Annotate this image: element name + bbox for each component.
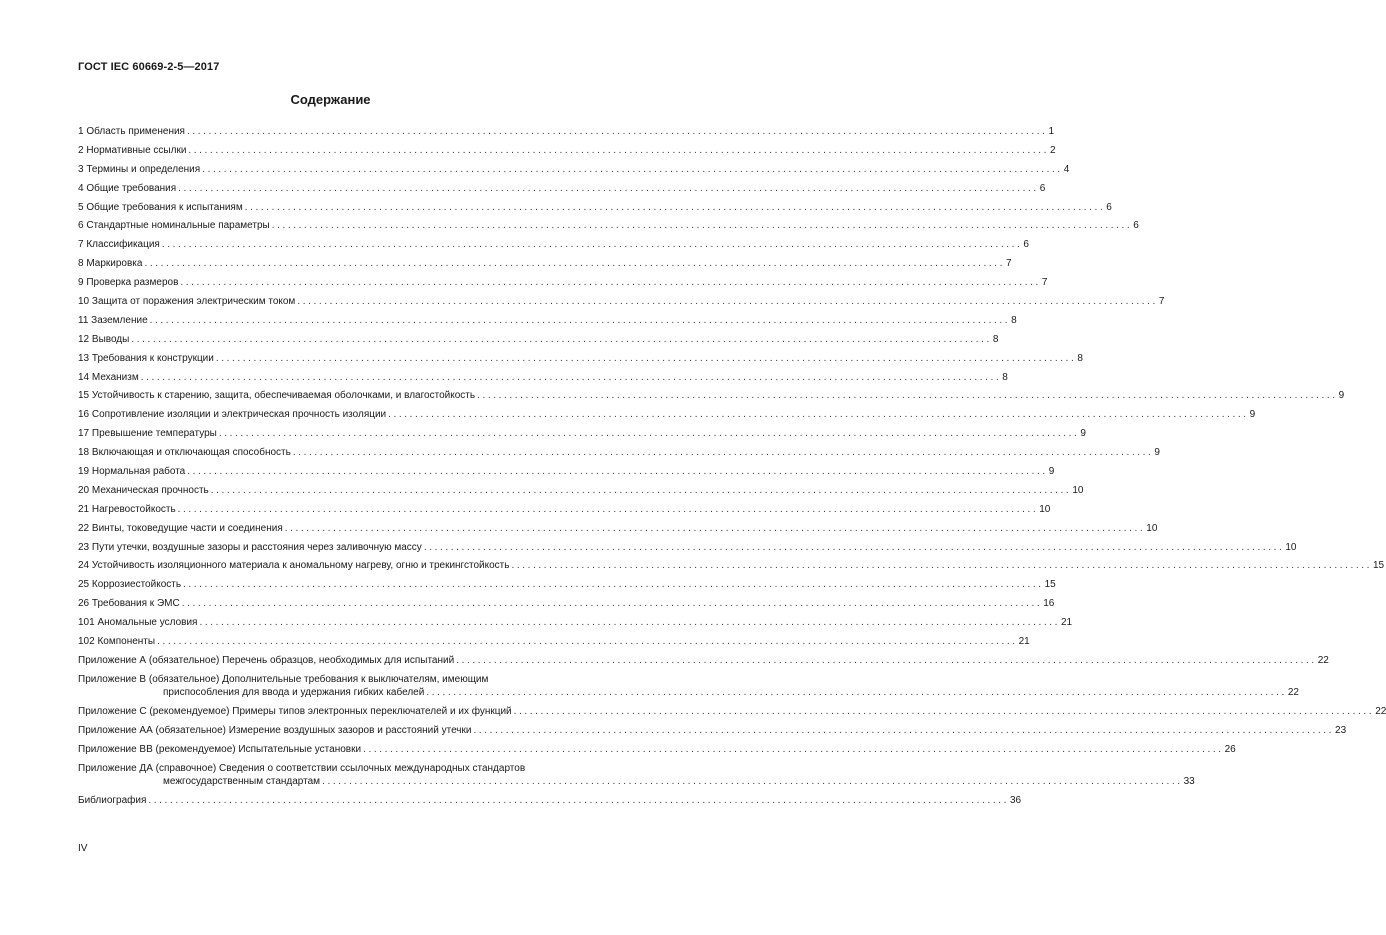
- toc-leader-dots: ................................................................................................................................................................: [180, 277, 1041, 289]
- toc-entry-label: 8 Маркировка: [78, 258, 143, 270]
- toc-entry-page: 10: [1146, 522, 1158, 534]
- toc-leader-dots: ................................................................................................................................................................: [292, 447, 1154, 459]
- toc-entry[interactable]: [78, 578, 1056, 597]
- toc-entry-label: 9 Проверка размеров: [78, 277, 179, 289]
- toc-entry-label: 1 Область применения: [78, 126, 185, 137]
- toc-leader-dots: ................................................................................................................................................................: [187, 466, 1048, 478]
- document-code: ГОСТ IEC 60669-2-5—2017: [78, 61, 220, 73]
- toc-entry-page: 33: [1183, 775, 1195, 787]
- toc-entry-continuation: приспособления для ввода и удержания гибких кабелей: [163, 686, 425, 698]
- toc-entry-page: 6: [1133, 220, 1139, 232]
- toc-entry-label: 24 Устойчивость изоляционного материала к аномальному нагреву, огню и трекингстойкость: [78, 560, 510, 572]
- toc-leader-dots: ................................................................................................................................................................: [186, 126, 1048, 137]
- page-number: IV: [78, 843, 88, 854]
- toc-leader-dots: ................................................................................................................................................................: [477, 390, 1338, 402]
- toc-entry[interactable]: [78, 125, 1055, 144]
- toc-entry-page: 8: [1002, 371, 1008, 383]
- toc-leader-dots: ................................................................................................................................................................: [388, 409, 1249, 421]
- toc-entry-label: Приложение АА (обязательное) Измерение воздушных зазоров и расстояний утечки: [78, 724, 472, 736]
- toc-entry[interactable]: [78, 522, 1158, 541]
- toc-entry[interactable]: [78, 219, 1139, 238]
- toc-entry[interactable]: [78, 371, 1008, 390]
- toc-leader-dots: ................................................................................................................................................................: [131, 333, 992, 345]
- toc-leader-dots: ................................................................................................................................................................: [218, 428, 1080, 440]
- toc-entry-label: 101 Аномальные условия: [78, 617, 198, 629]
- toc-entry-page: 9: [1048, 466, 1055, 478]
- toc-title: Содержание: [290, 92, 371, 107]
- toc-entry[interactable]: [78, 794, 1022, 813]
- toc-entry[interactable]: [78, 503, 1051, 522]
- toc-entry-label: 5 Общие требования к испытаниям: [78, 201, 243, 213]
- toc-entry-page: 22: [1287, 686, 1299, 698]
- toc-entry-label: 22 Винты, токоведущие части и соединения: [78, 522, 283, 534]
- toc-entry-label: 19 Нормальная работа: [78, 466, 186, 478]
- toc-entry[interactable]: [78, 314, 1017, 333]
- toc-entry-page: 7: [1006, 258, 1012, 270]
- toc-leader-dots: ................................................................................................................................................................: [423, 541, 1285, 553]
- toc-leader-dots: ................................................................................................................................................................: [244, 201, 1106, 213]
- toc-entry-label: 14 Механизм: [78, 371, 139, 383]
- toc-entry-label: 23 Пути утечки, воздушные зазоры и расстояния через заливочную массу: [78, 541, 422, 553]
- toc-entry-page: 6: [1039, 182, 1046, 194]
- toc-entry-page: 7: [1041, 277, 1048, 289]
- toc-entry-label: 10 Защита от поражения электрическим током: [78, 296, 296, 308]
- toc-entry-label: Библиография: [78, 794, 147, 806]
- toc-leader-dots: ................................................................................................................................................................: [511, 560, 1372, 572]
- toc-entry[interactable]: [78, 427, 1086, 446]
- toc-entry-label: 6 Стандартные номинальные параметры: [78, 220, 270, 232]
- toc-leader-dots: ................................................................................................................................................................: [426, 686, 1287, 698]
- toc-entry-page: 2: [1049, 144, 1056, 156]
- toc-entry[interactable]: [78, 654, 1329, 673]
- toc-entry[interactable]: [78, 446, 1160, 465]
- toc-entry-page: 36: [1009, 794, 1022, 806]
- toc-entry-label: Приложение ВВ (рекомендуемое) Испытательные установки: [78, 743, 362, 755]
- toc-entry-label: 26 Требования к ЭМС: [78, 598, 180, 610]
- toc-leader-dots: ................................................................................................................................................................: [178, 182, 1039, 194]
- table-of-contents: [78, 125, 1386, 812]
- toc-leader-dots: ................................................................................................................................................................: [473, 724, 1335, 736]
- toc-entry-label: 18 Включающая и отключающая способность: [78, 447, 291, 459]
- toc-leader-dots: ................................................................................................................................................................: [181, 598, 1043, 610]
- toc-leader-dots: ................................................................................................................................................................: [456, 654, 1317, 666]
- toc-leader-dots: ................................................................................................................................................................: [513, 705, 1375, 717]
- toc-entry[interactable]: [78, 257, 1012, 276]
- toc-entry-label: 4 Общие требования: [78, 182, 177, 194]
- toc-leader-dots: ................................................................................................................................................................: [177, 503, 1039, 515]
- toc-entry-label: Приложение В (обязательное) Дополнительные требования к выключателям, имеющим: [78, 673, 489, 685]
- toc-entry[interactable]: [78, 276, 1048, 295]
- toc-entry-page: 23: [1335, 724, 1347, 736]
- toc-entry-page: 6: [1106, 201, 1112, 213]
- toc-entry[interactable]: [78, 144, 1056, 163]
- toc-entry-page: 26: [1224, 743, 1236, 755]
- toc-entry-label: 15 Устойчивость к старению, защита, обеспечиваемая оболочками, и влагостойкость: [78, 390, 476, 402]
- toc-entry[interactable]: [78, 295, 1165, 314]
- toc-entry[interactable]: [78, 705, 1386, 724]
- toc-entry[interactable]: [78, 559, 1385, 578]
- toc-entry-label: 13 Требования к конструкции: [78, 352, 214, 364]
- toc-entry-page: 9: [1249, 409, 1256, 421]
- toc-entry-page: 16: [1043, 598, 1055, 610]
- toc-entry-label: 21 Нагревостойкость: [78, 503, 176, 515]
- toc-entry-label: 3 Термины и определения: [78, 163, 201, 175]
- toc-entry-page: 1: [1048, 126, 1055, 137]
- toc-entry-label: 17 Превышение температуры: [78, 428, 217, 440]
- toc-entry-page: 22: [1317, 654, 1329, 666]
- toc-entry-continuation: межгосударственным стандартам: [163, 775, 321, 787]
- toc-entry-page: 10: [1039, 503, 1051, 515]
- toc-entry-label: 12 Выводы: [78, 333, 130, 345]
- toc-entry[interactable]: [78, 743, 1236, 762]
- toc-entry[interactable]: [78, 333, 999, 352]
- toc-entry-page: 10: [1072, 484, 1084, 496]
- toc-entry-page: 4: [1063, 163, 1070, 175]
- toc-leader-dots: ................................................................................................................................................................: [157, 636, 1018, 648]
- toc-entry-page: 9: [1080, 428, 1086, 440]
- toc-leader-dots: ................................................................................................................................................................: [284, 522, 1146, 534]
- toc-entry[interactable]: [78, 389, 1345, 408]
- toc-entry[interactable]: [78, 673, 1299, 705]
- toc-entry[interactable]: [78, 238, 1029, 257]
- toc-leader-dots: ................................................................................................................................................................: [161, 239, 1023, 251]
- toc-entry[interactable]: [78, 465, 1055, 484]
- toc-entry-label: 11 Заземление: [78, 314, 148, 326]
- toc-entry-page: 8: [1011, 314, 1017, 326]
- toc-entry-page: 8: [992, 333, 999, 345]
- toc-entry-label: Приложение С (рекомендуемое) Примеры типов электронных переключателей и их функций: [78, 705, 512, 717]
- toc-entry-label: Приложение А (обязательное) Перечень образцов, необходимых для испытаний: [78, 654, 455, 666]
- toc-entry[interactable]: [78, 163, 1070, 182]
- toc-entry[interactable]: [78, 408, 1256, 427]
- toc-leader-dots: ................................................................................................................................................................: [148, 794, 1009, 806]
- toc-entry-page: 7: [1158, 296, 1165, 308]
- toc-leader-dots: ................................................................................................................................................................: [140, 371, 1002, 383]
- toc-entry-label: 102 Компоненты: [78, 636, 156, 648]
- toc-entry-page: 21: [1061, 617, 1073, 629]
- toc-entry[interactable]: [78, 635, 1030, 654]
- toc-entry-label: 25 Коррозиестойкость: [78, 579, 182, 591]
- toc-entry-page: 10: [1285, 541, 1297, 553]
- toc-entry-page: 6: [1023, 239, 1029, 251]
- toc-entry[interactable]: [78, 762, 1195, 794]
- toc-leader-dots: ................................................................................................................................................................: [199, 617, 1060, 629]
- toc-leader-dots: ................................................................................................................................................................: [183, 579, 1044, 591]
- toc-entry-page: 15: [1372, 560, 1385, 572]
- toc-entry-page: 8: [1077, 352, 1083, 364]
- toc-entry-label: 16 Сопротивление изоляции и электрическая прочность изоляции: [78, 409, 387, 421]
- toc-leader-dots: ................................................................................................................................................................: [363, 743, 1224, 755]
- toc-entry-label: 2 Нормативные ссылки: [78, 144, 187, 156]
- toc-entry[interactable]: [78, 201, 1112, 220]
- toc-entry-page: 22: [1375, 705, 1386, 717]
- toc-leader-dots: ................................................................................................................................................................: [215, 352, 1077, 364]
- toc-entry-page: 15: [1044, 579, 1056, 591]
- toc-leader-dots: ................................................................................................................................................................: [144, 258, 1005, 270]
- toc-leader-dots: ................................................................................................................................................................: [188, 144, 1049, 156]
- toc-leader-dots: ................................................................................................................................................................: [322, 775, 1183, 787]
- toc-leader-dots: ................................................................................................................................................................: [202, 163, 1063, 175]
- toc-entry[interactable]: [78, 597, 1055, 616]
- toc-entry[interactable]: [78, 724, 1347, 743]
- toc-entry-page: 9: [1338, 390, 1345, 402]
- toc-entry[interactable]: [78, 616, 1073, 635]
- toc-leader-dots: ................................................................................................................................................................: [149, 314, 1011, 326]
- toc-entry-page: 9: [1154, 447, 1160, 459]
- toc-entry[interactable]: [78, 182, 1046, 201]
- toc-entry[interactable]: [78, 484, 1084, 503]
- toc-entry-page: 21: [1018, 636, 1030, 648]
- toc-leader-dots: ................................................................................................................................................................: [297, 296, 1158, 308]
- toc-entry-label: 7 Классификация: [78, 239, 160, 251]
- toc-leader-dots: ................................................................................................................................................................: [210, 484, 1072, 496]
- toc-entry-label: 20 Механическая прочность: [78, 484, 209, 496]
- toc-leader-dots: ................................................................................................................................................................: [271, 220, 1133, 232]
- toc-entry-label: Приложение ДА (справочное) Сведения о соответствии ссылочных международных стандартов: [78, 762, 526, 774]
- toc-entry[interactable]: [78, 541, 1297, 560]
- toc-entry[interactable]: [78, 352, 1083, 371]
